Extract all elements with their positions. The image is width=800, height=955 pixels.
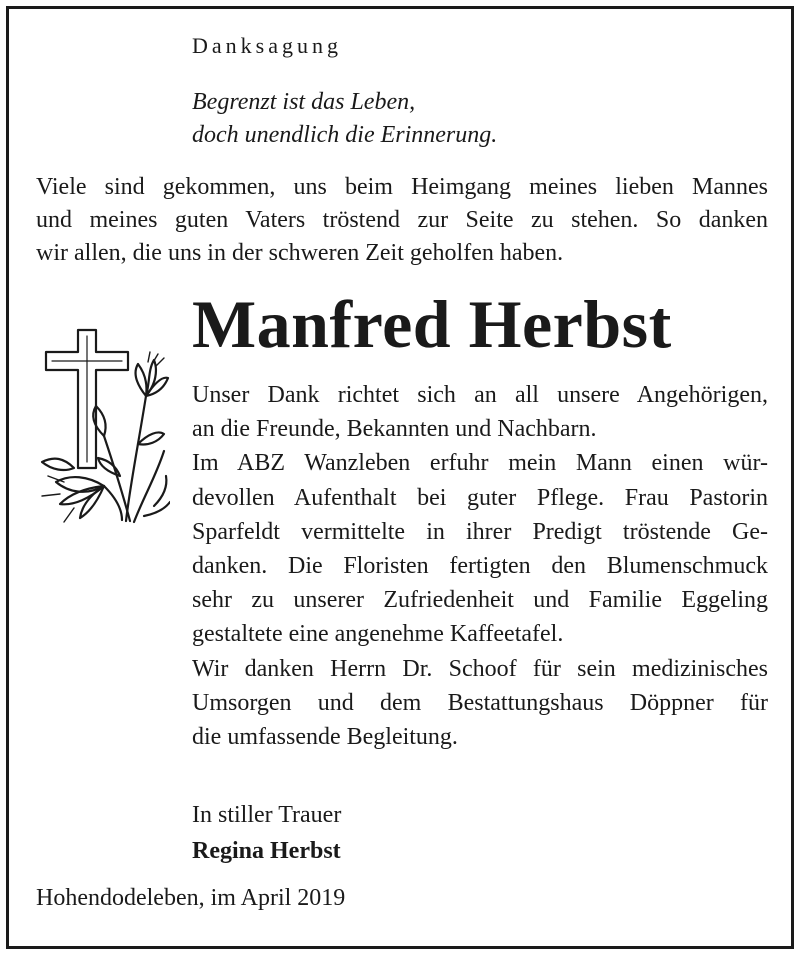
thanks-line: Im ABZ Wanzleben erfuhr mein Mann einen wür- xyxy=(192,450,768,477)
thanks-line: devollen Aufenthalt bei guter Pflege. Frau Pastorin xyxy=(192,484,768,511)
thanks-line: Umsorgen und dem Bestattungshaus Döppner für xyxy=(192,689,768,716)
thanks-paragraph xyxy=(192,378,768,754)
motto-line: doch unendlich die Erinnerung. xyxy=(192,122,498,148)
thanks-line: gestaltete eine angenehme Kaffeetafel. xyxy=(192,621,564,648)
thanks-line: sehr zu unserer Zufriedenheit und Familie Eggeling xyxy=(192,587,768,614)
cross-with-lily-icon xyxy=(34,326,170,531)
intro-line: und meines guten Vaters tröstend zur Seite zu stehen. So danken xyxy=(36,207,768,233)
deceased-name: Manfred Herbst xyxy=(192,286,672,362)
place-date: Hohendodeleben, im April 2019 xyxy=(36,885,346,911)
intro-line: wir allen, die uns in der schweren Zeit geholfen haben. xyxy=(36,240,564,266)
signature: Regina Herbst xyxy=(192,838,341,864)
thanks-line: an die Freunde, Bekannten und Nachbarn. xyxy=(192,416,597,443)
thanks-line: die umfassende Begleitung. xyxy=(192,724,458,751)
intro-paragraph xyxy=(36,171,768,270)
motto xyxy=(192,86,497,152)
thanks-line: Unser Dank richtet sich an all unsere Angehörigen, xyxy=(192,382,768,408)
thanks-line: danken. Die Floristen fertigten den Blumenschmuck xyxy=(192,553,768,580)
heading: Danksagung xyxy=(192,33,342,58)
closing-block xyxy=(192,797,341,869)
intro-line: Viele sind gekommen, uns beim Heimgang meines lieben Mannes xyxy=(36,174,768,200)
thanks-line: Sparfeldt vermittelte in ihrer Predigt tröstende Ge- xyxy=(192,518,768,545)
thanks-line: Wir danken Herrn Dr. Schoof für sein medizinisches xyxy=(192,655,768,682)
motto-line: Begrenzt ist das Leben, xyxy=(192,89,416,115)
closing-phrase: In stiller Trauer xyxy=(192,802,342,828)
